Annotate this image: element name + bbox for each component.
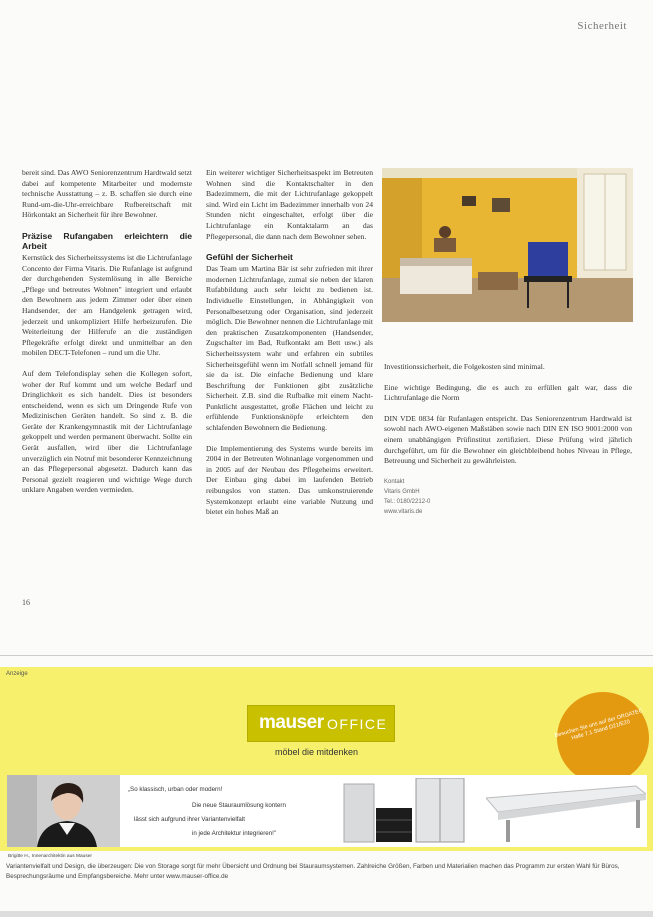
- quote-line: Die neue Stauraumlösung kontern: [192, 802, 286, 809]
- brand-logo[interactable]: [247, 705, 395, 742]
- badge-text: Besuchen Sie uns auf der ORGATEC Halle 7.1 Stand D21/E20: [554, 708, 644, 742]
- quote-line: lässt sich aufgrund ihrer Variantenvielfalt: [134, 816, 245, 823]
- contact-block: [384, 477, 632, 517]
- section-title: Sicherheit: [577, 20, 627, 32]
- paragraph: DIN VDE 0834 für Rufanlagen entspricht. Das Seniorenzentrum Hardtwald ist sowohl nach AWO-eigenen Maßstäben sowie nach DIN EN ISO 9001:2000 von einem unabhängigen Prüfinstitut zertifiziert. Diese Prüfung wird jährlich durchgeführt, um für die Bewohner ein gleichbleibend hohes Niveau in Pflege, Betreuung und Sicherheit zu gewährleisten.: [384, 413, 632, 466]
- room-photo: [382, 168, 633, 322]
- contact-label: Kontakt: [384, 478, 405, 485]
- paragraph: Auf dem Telefondisplay sehen die Kollegen sofort, woher der Ruf kommt und um welche Bedarf und Dringlichkeit es sich handelt. Dies ist besonders entscheidend, wenn es sich um Dringende Rufe von Medizinischen Geräten handelt. So sind z. B. die Geräte der Krankengymnastik mit der Lichtrufanlage gekoppelt und werden permanent überwacht. Sollte ein Gerät ausfallen, wird über die Lichtrufanlage unverzüglich ein Notruf mit besonderer Kennzeichnung an das Pflegepersonal abgesetzt. Dadurch kann das Personal gezielt reagieren und wichtige Wege durch unklare Angaben werden vermieden.: [22, 368, 192, 495]
- subheading: Gefühl der Sicherheit: [206, 252, 293, 263]
- subheading: Präzise Rufangaben erleichtern die Arbeit: [22, 230, 192, 251]
- brand-name: mauser: [259, 712, 324, 733]
- paragraph: Das Team um Martina Bär ist sehr zufrieden mit ihrer modernen Lichtrufanlage, zumal sie neben der klaren Rufabbildung auch sehr leicht zu bedienen ist. Individuelle Einstellungen, in Abhängigkeit von Personalbesetzung oder Organisation, sind jederzeit möglich. Die Bewohner nennen die Lichtrufanlage mit den praktischen Zusatzkomponenten (Handsender, Zugschalter im Bad, Rufkontakt am Bett usw.) als Sicherheitssystem wahr und erfahren ein subtiles Sicherheitsgefühl wenn im Notfall schnell jemand für sie da ist. Die einfache Bedienung und klare Beschriftung der Funktionen gibt zusätzliche Sicherheit. Z.B. sind die Rufbalke mit einem Nacht-Punktlicht ausgestattet, große Flächen und leicht zu erfühlende Funktionsknöpfe erleichtern den schlafenden Bewohnern die Bedienung.: [206, 264, 373, 433]
- quote-line: in jede Architektur integrieren!": [192, 830, 277, 837]
- paragraph: bereit sind. Das AWO Seniorenzentrum Hardtwald setzt dabei auf kompetente Mitarbeiter und modernste technische Ausstattung – z. B. schaffen sie durch eine Rund-um-die-Uhr-erreichbare Rufbereitschaft mit Hörkontakt an Sicherheit für ihre Bewohner.: [22, 168, 192, 220]
- ad-body-text: Variantenvielfalt und Design, die überzeugen: Die von Storage sorgt für mehr Übersicht und Ordnung bei Stauraumsystemen. Zahlreiche Größen, Farben und Materialien machen das Programm zur ersten Wahl für Büros, Besprechungsräume und Empfangsbereiche. Mehr unter www.mauser-office.de: [6, 863, 620, 880]
- contact-web[interactable]: www.vitaris.de: [384, 508, 423, 515]
- article-column-3: [384, 362, 632, 517]
- person-photo: [7, 775, 120, 847]
- page-number: 16: [22, 598, 30, 607]
- article-column-2: [206, 168, 373, 528]
- paragraph: Kernstück des Sicherheitssystems ist die Lichtrufanlage Concento der Firma Vitaris. Die Rufanlage ist aufgrund der durchgehenden Systemlösung in alle Bereiche „Pflege und betreutes Wohnen" integriert und erlaubt den Bewohnern aus jedem Zimmer oder über einen Handsender, der am Handgelenk getragen wird, jederzeit und unkompliziert Hilfe herbeizurufen. Die Weiterleitung der Hilferufe an die zuständigen Pflegekräfte erfolgt direkt und unmittelbar an den mobilen DECT-Telefonen – rund um die Uhr.: [22, 252, 192, 358]
- brand-tagline: möbel die mitdenken: [275, 747, 359, 757]
- contact-company: Vitaris GmbH: [384, 488, 420, 495]
- paragraph: Investitionssicherheit, die Folgekosten sind minimal.: [384, 362, 545, 371]
- brand-suffix: OFFICE: [327, 716, 388, 732]
- ad-label: Anzeige: [6, 671, 28, 677]
- paragraph: Die Implementierung des Systems wurde bereits im 2004 in der Betreuten Wohnanlage vorgenommen und in 2005 auf der Neubau des Pflegeheims erweitert. Der Einbau ging dabei im laufenden Betrieb reibungslos von statten. Das umkonstruierende Systemkonzept erlaubt eine variable Nutzung und bietet ein hohes Maß an: [206, 443, 373, 517]
- quote-line: „So klassisch, urban oder modern!: [128, 786, 223, 793]
- paragraph: Eine wichtige Bedingung, die es auch zu erfüllen galt war, dass die Lichtrufanlage die Norm: [384, 382, 632, 403]
- contact-phone: Tel.: 0180/2212-0: [384, 498, 431, 505]
- photo-caption: Brigitte H., Innenarchitektin aus Mauser: [8, 854, 92, 859]
- article-column-1: [22, 168, 192, 506]
- divider: [0, 655, 653, 656]
- cabinet-product-image: [340, 778, 470, 848]
- paragraph: Ein weiterer wichtiger Sicherheitsaspekt im Betreuten Wohnen sind die Kontaktschalter in den Badezimmern, die mit der Lichtrufanlage gekoppelt sind. Wird ein Licht im Badezimmer innerhalb von 24 Stunden nicht eingeschaltet, erfolgt über die Lichtrufanlage ein Kontaktalarm an das Pflegepersonal, die dann nach dem Bewohner sehen.: [206, 168, 373, 241]
- page-bottom-strip: [0, 911, 653, 917]
- desk-product-image: [486, 784, 646, 844]
- ad-quote: [128, 786, 314, 850]
